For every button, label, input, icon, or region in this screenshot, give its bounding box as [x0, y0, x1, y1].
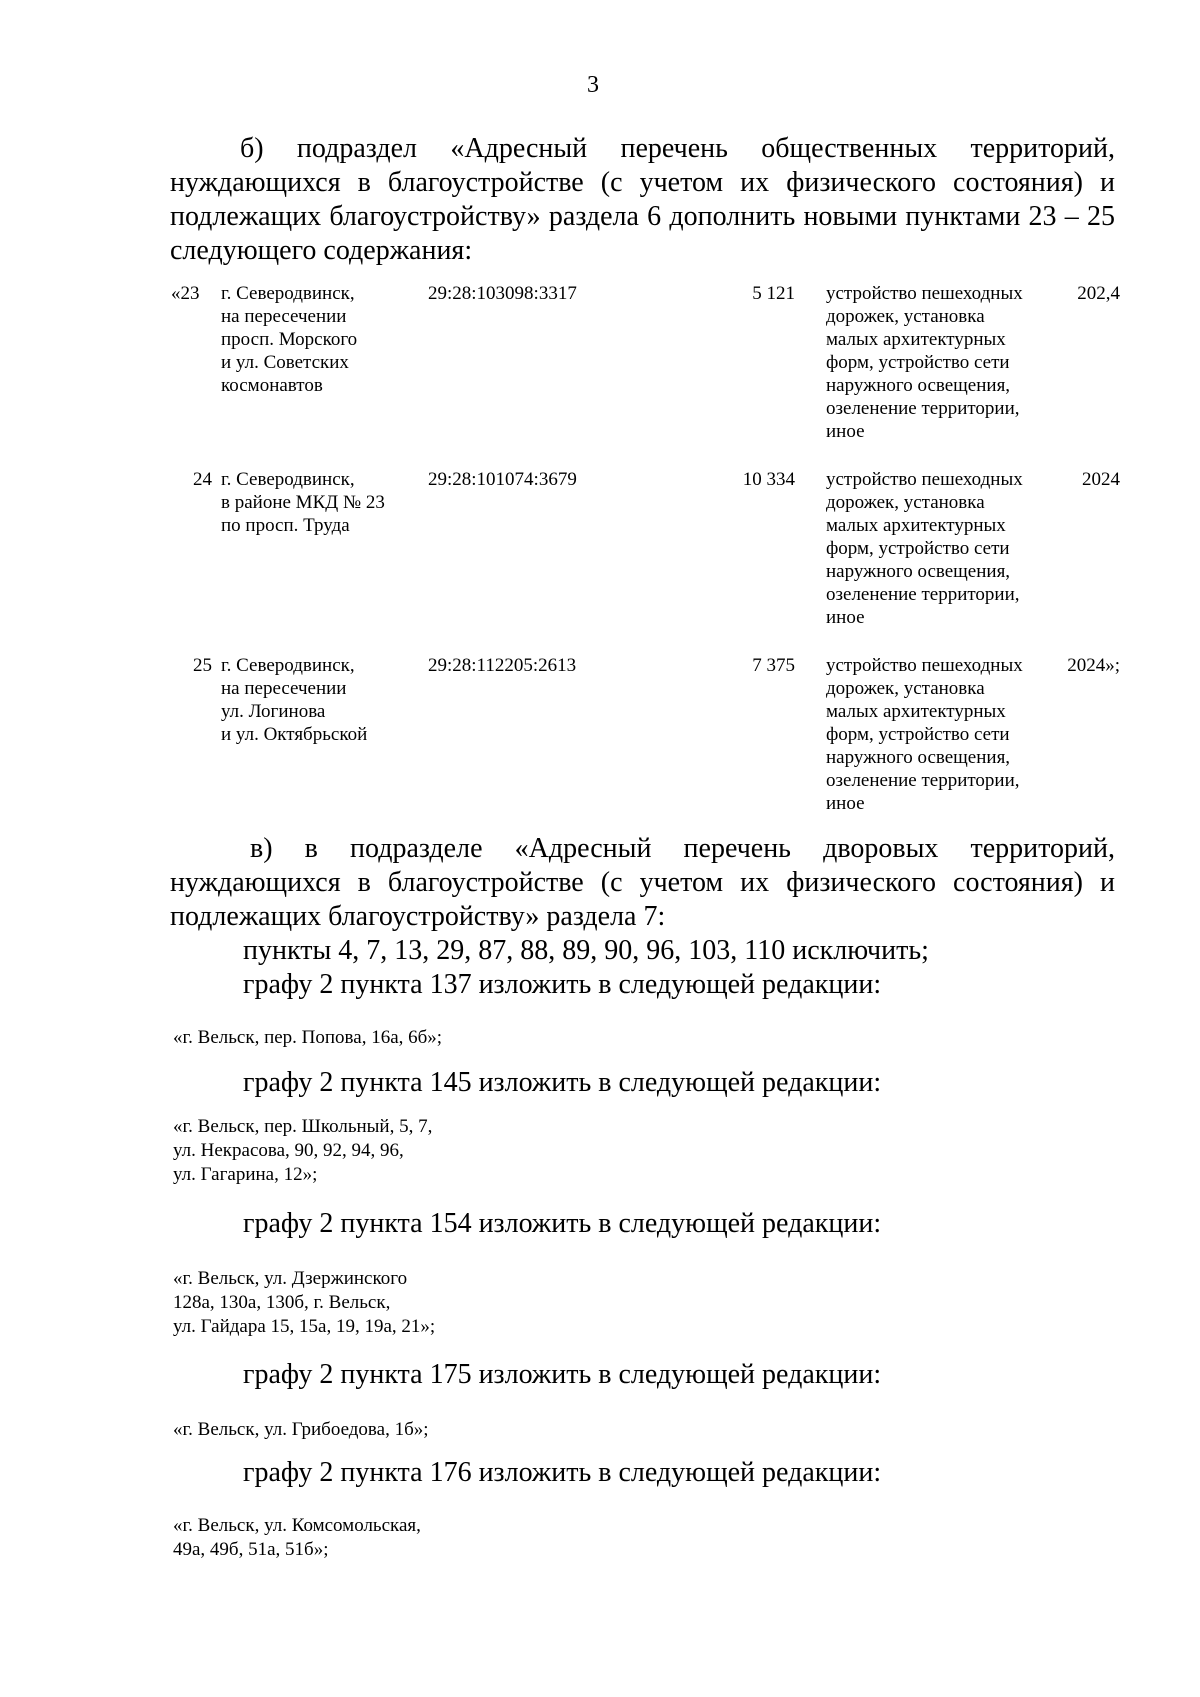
section-b-paragraph [170, 132, 1115, 268]
section-v-rest: в благоустройстве (с учетом их физического состояния) и подлежащих благоустройству» раздела 7: [170, 867, 1115, 932]
edit-instruction: графу 2 пункта 154 изложить в следующей редакции: [243, 1208, 882, 1239]
section-b-first-line: б) подраздел «Адресный перечень общественных территорий, нуждающихся [170, 133, 1115, 198]
row-area: 10 334 [742, 469, 795, 490]
edit-instruction: графу 2 пункта 137 изложить в следующей редакции: [243, 969, 882, 1000]
edit-text: «г. Вельск, ул. Дзержинского 128а, 130а, 130б, г. Вельск, ул. Гайдара 15, 15а, 19, 19а, 21»; [173, 1268, 436, 1337]
row-area: 7 375 [752, 655, 795, 676]
edit-instruction: графу 2 пункта 145 изложить в следующей редакции: [243, 1067, 882, 1098]
edit-text: «г. Вельск, пер. Попова, 16а, 6б»; [173, 1027, 443, 1048]
row-address: г. Северодвинск, в районе МКД № 23 по просп. Труда [221, 469, 385, 536]
row-value: 202,4 [1077, 283, 1120, 304]
row-cadastral-number: 29:28:112205:2613 [428, 655, 577, 676]
row-value: 2024»; [1067, 655, 1120, 676]
row-number: «23 [171, 283, 200, 304]
edit-text: «г. Вельск, пер. Школьный, 5, 7, ул. Некрасова, 90, 92, 94, 96, ул. Гагарина, 12»; [173, 1116, 433, 1185]
items-exclude-line: пункты 4, 7, 13, 29, 87, 88, 89, 90, 96, 103, 110 исключить; [243, 935, 929, 966]
row-number: 24 [193, 469, 212, 490]
row-works: устройство пешеходных дорожек, установка малых архитектурных форм, устройство сети наружного освещения, озеленение территории, иное [826, 283, 1023, 442]
edit-text: «г. Вельск, ул. Комсомольская, 49а, 49б, 51а, 51б»; [173, 1515, 421, 1560]
edit-instruction: графу 2 пункта 176 изложить в следующей редакции: [243, 1457, 882, 1488]
section-v-first-line: в) в подразделе «Адресный перечень дворовых территорий, нуждающихся [170, 833, 1115, 898]
row-address: г. Северодвинск, на пересечении ул. Логинова и ул. Октябрьской [221, 655, 368, 745]
section-v-paragraph [170, 832, 1115, 934]
row-cadastral-number: 29:28:101074:3679 [428, 469, 577, 490]
edit-text: «г. Вельск, ул. Грибоедова, 1б»; [173, 1419, 429, 1440]
section-b-rest: в благоустройстве (с учетом их физического состояния) и подлежащих благоустройству» раздела 6 дополнить новыми пунктами 23 – 25 следующего содержания: [170, 167, 1115, 266]
row-number: 25 [193, 655, 212, 676]
page-number: 3 [587, 72, 599, 98]
row-address: г. Северодвинск, на пересечении просп. Морского и ул. Советских космонавтов [221, 283, 358, 396]
row-area: 5 121 [752, 283, 795, 304]
row-cadastral-number: 29:28:103098:3317 [428, 283, 577, 304]
edit-instruction: графу 2 пункта 175 изложить в следующей редакции: [243, 1359, 882, 1390]
row-value: 2024 [1082, 469, 1120, 490]
row-works: устройство пешеходных дорожек, установка малых архитектурных форм, устройство сети наружного освещения, озеленение территории, иное [826, 469, 1023, 628]
row-works: устройство пешеходных дорожек, установка малых архитектурных форм, устройство сети наружного освещения, озеленение территории, иное [826, 655, 1023, 814]
